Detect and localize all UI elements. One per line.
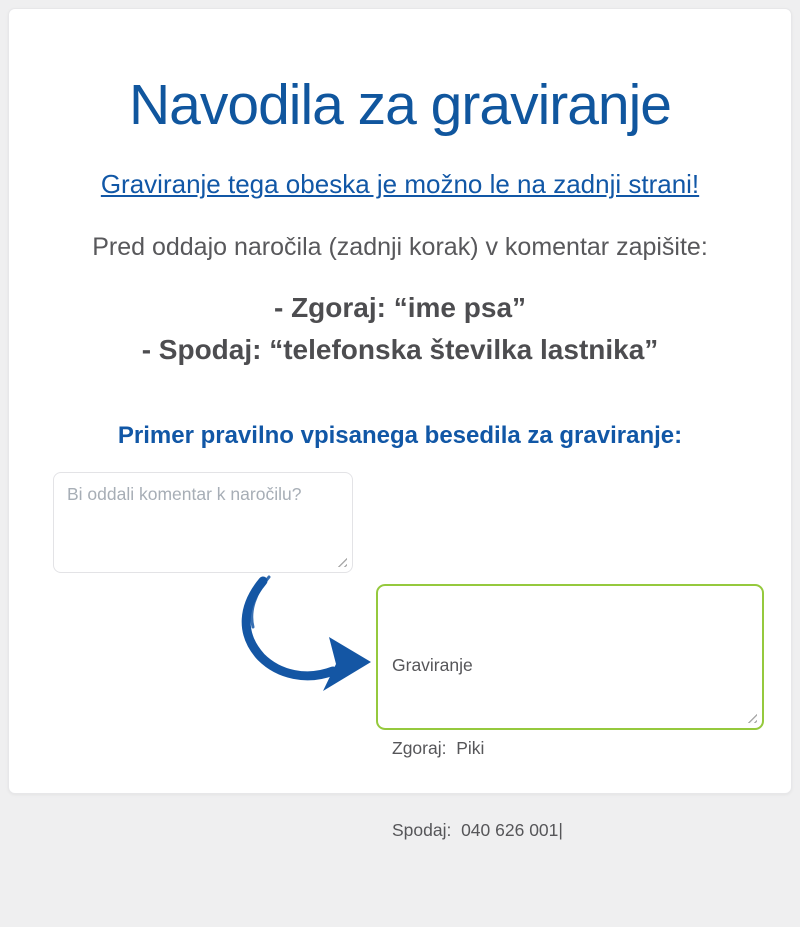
instruction-lines bbox=[9, 287, 791, 371]
instruction-line-zgoraj: - Zgoraj: “ime psa” bbox=[273, 292, 527, 323]
comment-textarea[interactable] bbox=[53, 472, 353, 573]
curved-arrow-icon bbox=[229, 565, 385, 707]
comment-placeholder: Bi oddali komentar k naročilu? bbox=[67, 484, 302, 504]
engraving-example-textarea[interactable] bbox=[376, 584, 764, 840]
instruction-intro: Pred oddajo naročila (zadnji korak) v komentar zapišite: bbox=[92, 233, 708, 261]
example-line-1: Graviranje bbox=[392, 655, 473, 675]
example-line-3: Spodaj: 040 626 001| bbox=[392, 820, 563, 840]
example-label: Primer pravilno vpisanega besedila za graviranje: bbox=[117, 422, 683, 449]
instruction-line-spodaj: - Spodaj: “telefonska številka lastnika” bbox=[141, 334, 659, 365]
page-title: Navodila za graviranje bbox=[129, 73, 671, 137]
example-line-2: Zgoraj: Piki bbox=[392, 737, 485, 758]
warning-link[interactable]: Graviranje tega obeska je možno le na zadnji strani! bbox=[100, 169, 700, 199]
resize-handle-icon[interactable] bbox=[745, 711, 757, 723]
instruction-card bbox=[8, 8, 792, 840]
